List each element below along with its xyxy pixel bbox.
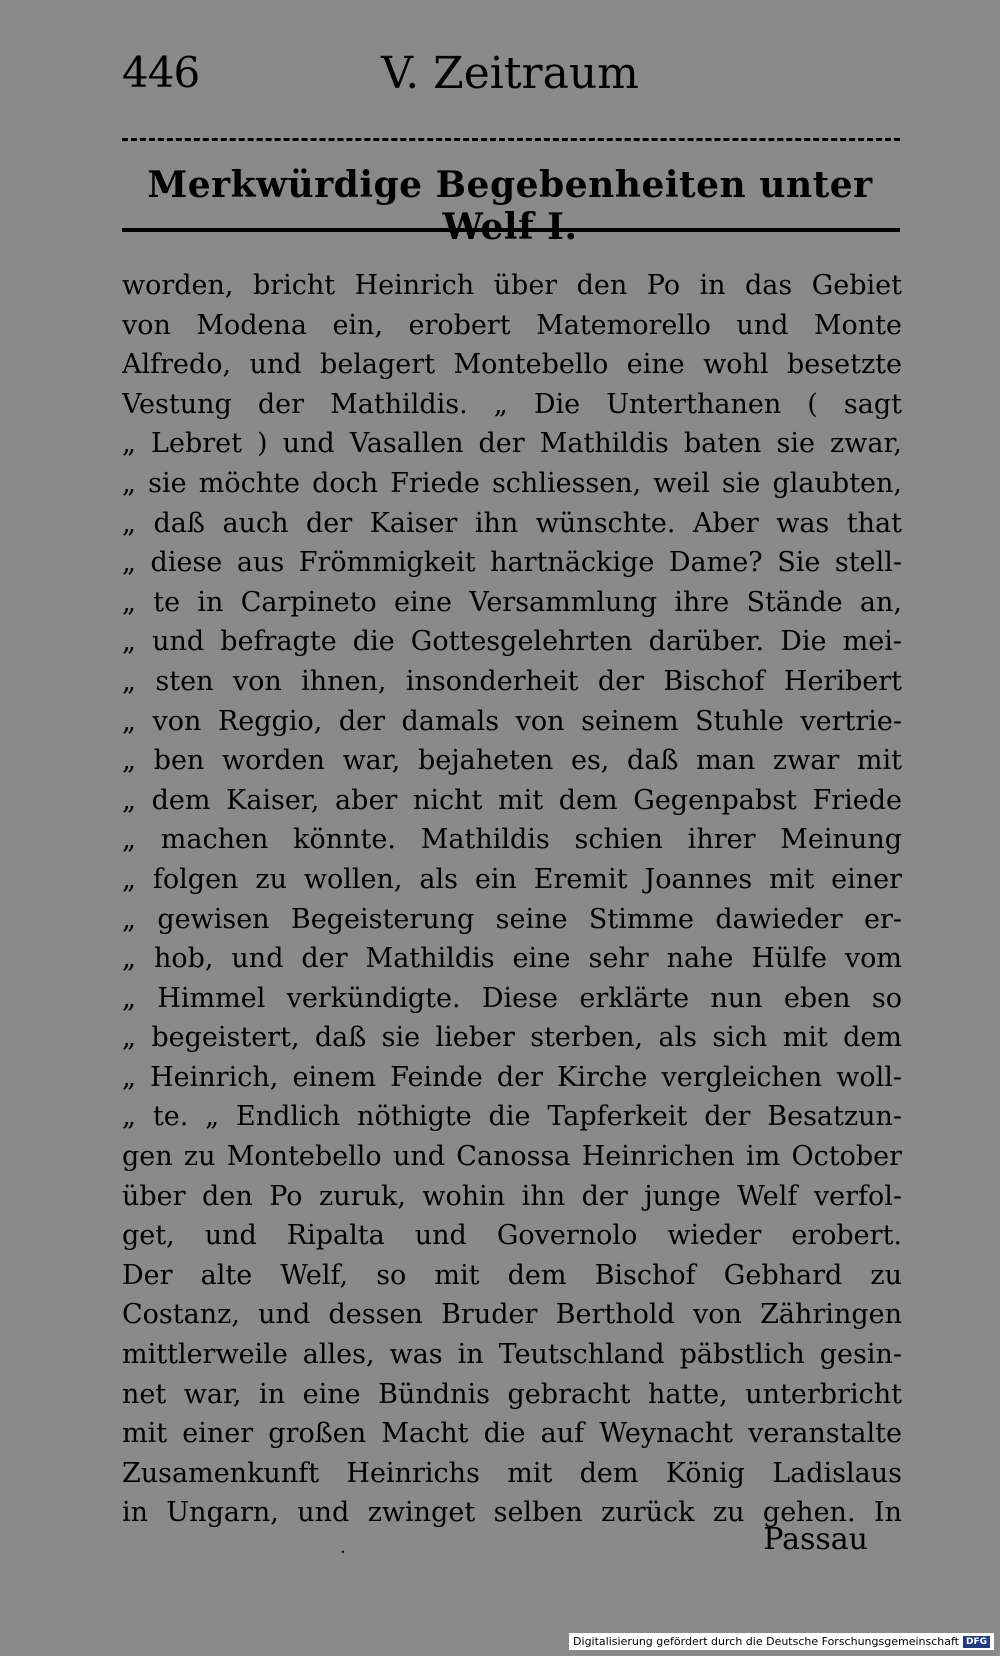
- text-line: „ und befragte die Gottesgelehrten darüber. Die mei-: [122, 626, 902, 658]
- text-line: „ machen könnte. Mathildis schien ihrer Meinung: [122, 824, 902, 856]
- dfg-logo: DFG: [963, 1636, 990, 1648]
- catchword: Passau: [763, 1522, 868, 1557]
- text-line: „ dem Kaiser, aber nicht mit dem Gegenpabst Friede: [122, 784, 902, 816]
- text-line: worden, bricht Heinrich über den Po in das Gebiet: [122, 270, 902, 301]
- text-line: über den Po zuruk, wohin ihn der junge Welf verfol-: [122, 1180, 902, 1212]
- text-line: „ Heinrich, einem Feinde der Kirche vergleichen woll-: [122, 1061, 902, 1093]
- text-line: net war, in eine Bündnis gebracht hatte, unterbricht: [122, 1378, 902, 1410]
- text-line: mittlerweile alles, was in Teutschland päbstlich gesin-: [122, 1339, 902, 1371]
- text-line: „ gewisen Begeisterung seine Stimme dawieder er-: [122, 903, 902, 935]
- text-line: „ begeistert, daß sie lieber sterben, als sich mit dem: [122, 1022, 902, 1054]
- text-line: gen zu Montebello und Canossa Heinrichen im October: [122, 1141, 902, 1173]
- page-number: 446: [122, 48, 200, 97]
- text-line: „ te in Carpineto eine Versammlung ihre Stände an,: [122, 586, 902, 618]
- printer-mark: ·: [340, 1542, 346, 1563]
- text-line: „ diese aus Frömmigkeit hartnäckige Dame? Sie stell-: [122, 547, 902, 579]
- text-line: „ te. „ Endlich nöthigte die Tapferkeit der Besatzun-: [122, 1101, 902, 1133]
- text-line: von Modena ein, erobert Matemorello und Monte: [122, 309, 902, 341]
- text-line: Der alte Welf, so mit dem Bischof Gebhard zu: [122, 1259, 902, 1291]
- text-line: „ hob, und der Mathildis eine sehr nahe Hülfe vom: [122, 943, 902, 975]
- text-line: „ sie möchte doch Friede schliessen, weil sie glaubten,: [122, 467, 902, 499]
- text-line: mit einer großen Macht die auf Weynacht veranstalte: [122, 1418, 902, 1450]
- text-line: Costanz, und dessen Bruder Berthold von Zähringen: [122, 1299, 902, 1331]
- text-line: „ sten von ihnen, insonderheit der Bischof Heribert: [122, 665, 902, 697]
- text-line: Vestung der Mathildis. „ Die Unterthanen ( sagt: [122, 388, 902, 420]
- text-line: „ folgen zu wollen, als ein Eremit Joannes mit einer: [122, 863, 902, 895]
- section-rule: [122, 228, 900, 232]
- text-line: „ daß auch der Kaiser ihn wünschte. Aber was that: [122, 507, 902, 539]
- digitization-footer: [569, 1633, 994, 1650]
- footer-credit: Digitalisierung gefördert durch die Deutsche Forschungsgemeinschaft: [573, 1635, 959, 1648]
- text-line: get, und Ripalta und Governolo wieder erobert.: [122, 1220, 902, 1252]
- text-line: „ Lebret ) und Vasallen der Mathildis baten sie zwar,: [122, 428, 902, 460]
- text-line: Alfredo, und belagert Montebello eine wohl besetzte: [122, 349, 902, 381]
- header-rule: [122, 138, 900, 141]
- text-line: in Ungarn, und zwinget selben zurück zu gehen. In: [122, 1497, 902, 1529]
- body-text: [122, 266, 902, 1533]
- text-line: „ ben worden war, bejaheten es, daß man zwar mit: [122, 745, 902, 777]
- running-title: V. Zeitraum: [381, 48, 639, 99]
- text-line: „ Himmel verkündigte. Diese erklärte nun eben so: [122, 982, 902, 1014]
- text-line: „ von Reggio, der damals von seinem Stuhle vertrie-: [122, 705, 902, 737]
- text-line: Zusamenkunft Heinrichs mit dem König Ladislaus: [122, 1457, 902, 1489]
- page-header: [120, 48, 900, 108]
- section-title: Merkwürdige Begebenheiten unter Welf I.: [147, 164, 873, 248]
